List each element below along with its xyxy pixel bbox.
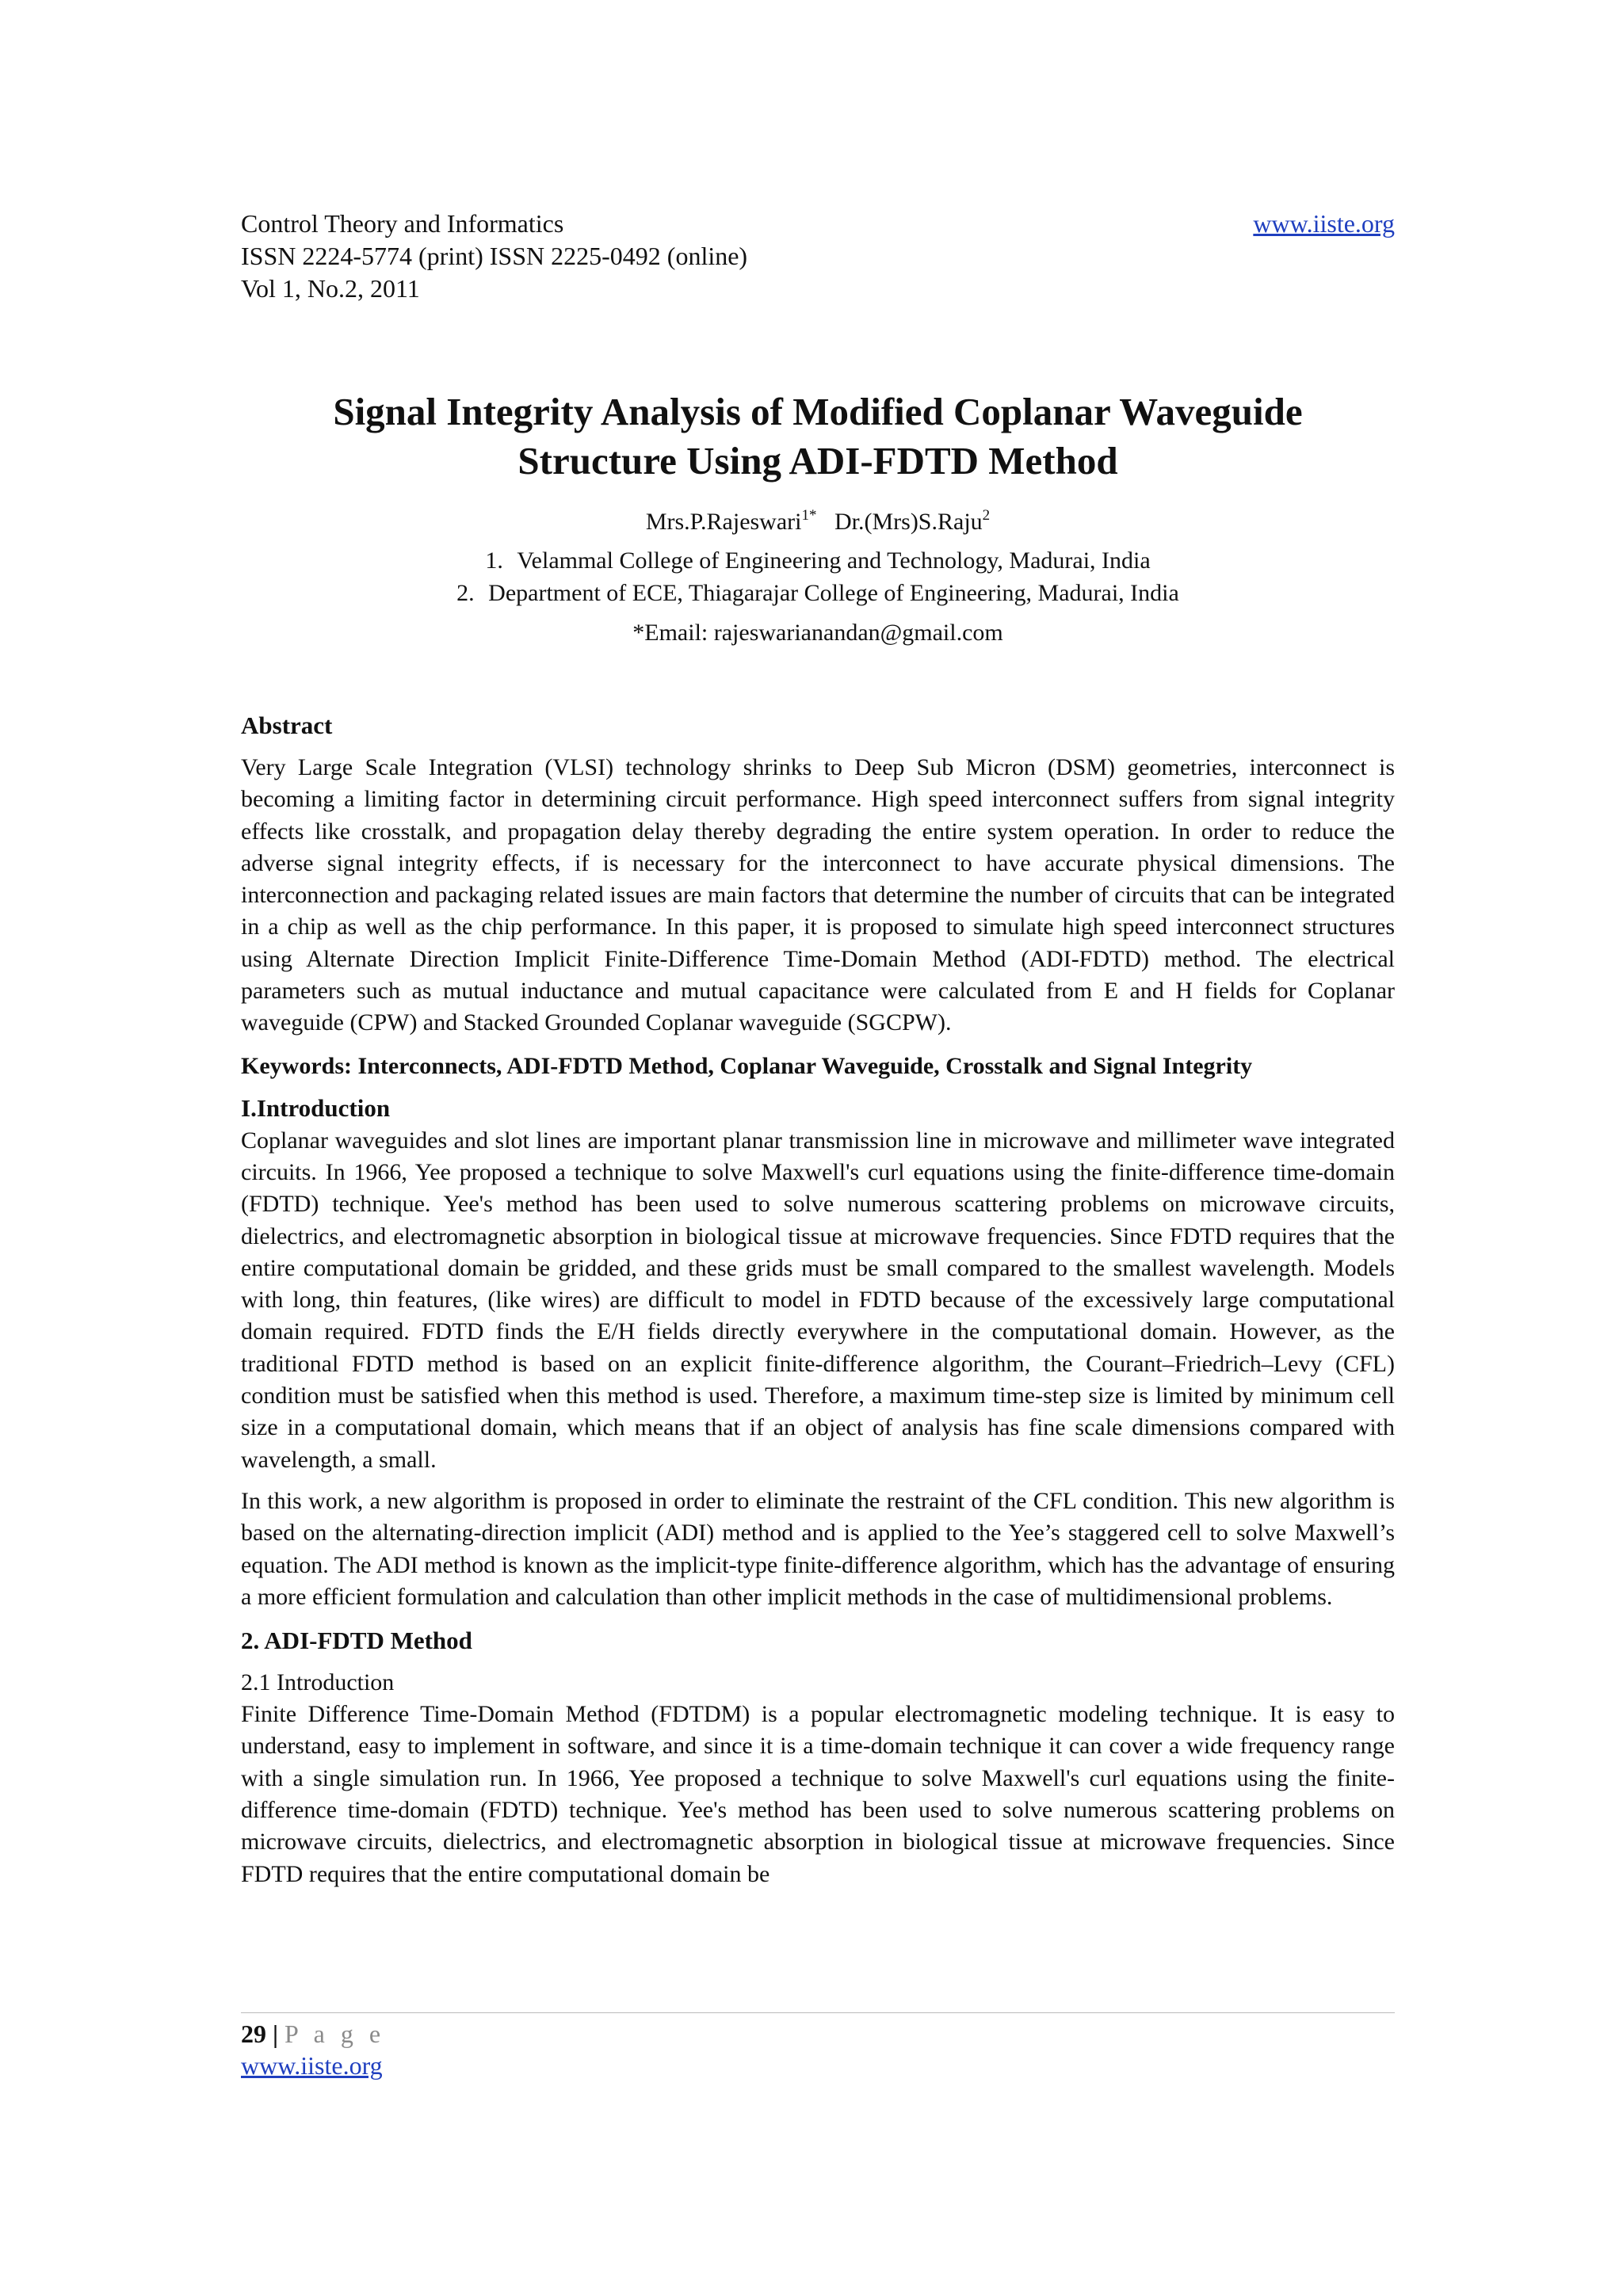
affiliation-text: Velammal College of Engineering and Technology, Madurai, India: [517, 547, 1151, 574]
abstract-text: Very Large Scale Integration (VLSI) technology shrinks to Deep Sub Micron (DSM) geometries, interconnect is becoming a limiting factor in determining circuit performance. High speed interconnect suffers from signal integrity effects like crosstalk, and propagation delay thereby degrading the entire system operation. In order to reduce the adverse signal integrity effects, if is necessary for the interconnect to have accurate physical dimensions. The interconnection and packaging related issues are main factors that determine the number of circuits that can be integrated in a chip as well as the chip performance. In this paper, it is proposed to simulate high speed interconnect structures using Alternate Direction Implicit Finite-Difference Time-Domain Method (ADI-FDTD) method. The electrical parameters such as mutual inductance and mutual capacitance were calculated from E and H fields for Coplanar waveguide (CPW) and Stacked Grounded Coplanar waveguide (SGCPW).: [241, 754, 1395, 1036]
author-2: Dr.(Mrs)S.Raju: [834, 509, 983, 535]
page-footer: [241, 2012, 1395, 2081]
section-2-heading: 2. ADI-FDTD Method: [241, 1627, 472, 1655]
title-line-1: Signal Integrity Analysis of Modified Coplanar Waveguide: [333, 390, 1303, 433]
page-number: 29: [241, 2019, 266, 2048]
title-line-2: Structure Using ADI-FDTD Method: [517, 439, 1118, 482]
section-2-paragraph-1: Finite Difference Time-Domain Method (FDTDM) is a popular electromagnetic modeling technique. It is easy to understand, easy to implement in software, and since it is a time-domain technique it can cover a wide frequency range with a single simulation run. In 1966, Yee proposed a technique to solve Maxwell's curl equations using the finite-difference time-domain (FDTD) technique. Yee's method has been used to solve numerous scattering problems on microwave circuits, dielectrics, and electromagnetic absorption in biological tissue at microwave frequencies. Since FDTD requires that the entire computational domain be: [241, 1701, 1395, 1887]
keywords: Keywords: Interconnects, ADI-FDTD Method, Coplanar Waveguide, Crosstalk and Signal Integrity: [241, 1052, 1253, 1079]
subsection-2-1-heading: 2.1 Introduction: [241, 1669, 395, 1696]
affiliation-number: 2.: [456, 580, 475, 606]
journal-name: Control Theory and Informatics: [241, 209, 564, 238]
journal-issn: ISSN 2224-5774 (print) ISSN 2225-0492 (online): [241, 242, 748, 270]
affiliation-text: Department of ECE, Thiagarajar College of Engineering, Madurai, India: [488, 580, 1179, 606]
affiliation-list: [241, 544, 1395, 609]
paper-title: [241, 387, 1395, 486]
affiliation-number: 1.: [485, 547, 503, 574]
author-list: [241, 506, 1395, 538]
author-1: Mrs.P.Rajeswari: [645, 509, 802, 535]
affiliation-item: [241, 544, 1395, 577]
introduction-paragraph-1: Coplanar waveguides and slot lines are important planar transmission line in microwave and millimeter wave integrated circuits. In 1966, Yee proposed a technique to solve Maxwell's curl equations using the finite-difference time-domain (FDTD) technique. Yee's method has been used to solve numerous scattering problems on microwave circuits, dielectrics, and electromagnetic absorption in biological tissue at microwave frequencies. Since FDTD requires that the entire computational domain be gridded, and these grids must be small compared to the smallest wavelength. Models with long, thin features, (like wires) are difficult to model in FDTD because of the excessively large computational domain required. FDTD finds the E/H fields directly everywhere in the computational domain. However, as the traditional FDTD method is based on an explicit finite-difference algorithm, the Courant–Friedrich–Levy (CFL) condition must be satisfied when this method is used. Therefore, a maximum time-step size is limited by minimum cell size in a computational domain, which means that if an object of analysis has fine scale dimensions compared with wavelength, a small.: [241, 1127, 1395, 1473]
introduction-paragraph-2: In this work, a new algorithm is proposed in order to eliminate the restraint of the CFL condition. This new algorithm is based on the alternating-direction implicit (ADI) method and is applied to the Yee’s staggered cell to solve Maxwell’s equation. The ADI method is known as the implicit-type finite-difference algorithm, which has the advantage of ensuring a more efficient formulation and calculation than other implicit methods in the case of multidimensional problems.: [241, 1487, 1395, 1610]
affiliation-item: [241, 577, 1395, 609]
abstract-heading: Abstract: [241, 711, 333, 739]
introduction-heading: I.Introduction: [241, 1093, 391, 1122]
header-website-link[interactable]: www.iiste.org: [1253, 209, 1395, 238]
footer-website-link[interactable]: www.iiste.org: [241, 2051, 383, 2080]
paper-page: [241, 208, 1395, 1890]
page-separator: |: [273, 2019, 279, 2048]
author-1-affil-mark: 1*: [801, 507, 817, 524]
page-label: P a g e: [285, 2019, 386, 2048]
journal-volume: Vol 1, No.2, 2011: [241, 274, 420, 303]
journal-header: [241, 208, 1395, 305]
corresponding-email: *Email: rajeswarianandan@gmail.com: [632, 620, 1003, 646]
author-2-affil-mark: 2: [982, 507, 991, 524]
